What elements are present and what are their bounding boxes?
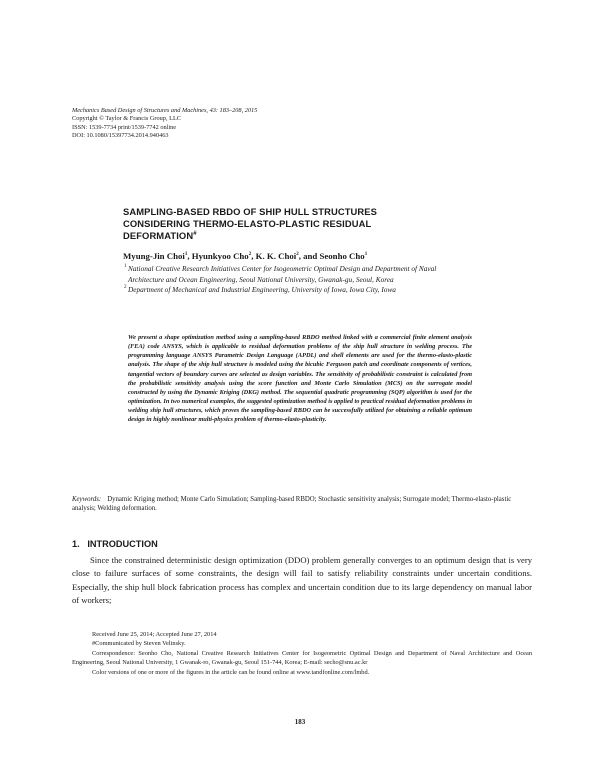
title-line-3	[123, 229, 523, 242]
affiliations	[124, 264, 448, 296]
issn-line: ISSN: 1539-7734 print/1539-7742 online	[72, 123, 177, 131]
author-sep: , and	[298, 251, 320, 261]
author-list	[123, 251, 523, 261]
affiliation-1-text: National Creative Research Initiatives Center for Isogeometric Optimal Design and Department of Naval Architecture and Ocean Engineering, Seoul National University, Gwanak-gu, Seoul, Korea	[128, 264, 437, 284]
author-4: Seonho Cho	[319, 251, 365, 261]
doi-line: DOI: 10.1080/15397734.2014.940463	[72, 132, 169, 140]
section-heading: 1. INTRODUCTION	[72, 539, 158, 549]
keywords	[72, 495, 532, 514]
journal-citation: Mechanics Based Design of Structures and Machines, 43: 183–208, 2015	[72, 107, 258, 114]
footnote-correspondence: Correspondence: Seonho Cho, National Creative Research Initiatives Center for Isogeometric Optimal Design and Department of Naval Architecture and Ocean Engineering, Seoul National University, 1 Gwanak-ro, Gwanak-gu, Seoul 151-744, Korea; E-mail: secho@snu.ac.kr	[72, 649, 532, 667]
affiliation-1-num: 1	[124, 264, 127, 269]
intro-paragraph: Since the constrained deterministic design optimization (DDO) problem generally converges to an optimum design that is very close to failure surfaces of some constraints, the design will fail to satisfy reliability constraints under uncertain conditions. Especially, the ship hull block fabrication process has complex and uncertain condition due to its large dependency on manual labor of workers;	[72, 555, 532, 605]
copyright-line: Copyright © Taylor & Francis Group, LLC	[72, 115, 181, 123]
footnote-communicated: #Communicated by Steven Velinsky.	[92, 640, 186, 648]
affiliation-1	[124, 264, 448, 285]
footnotes	[72, 630, 532, 677]
author-sep: ,	[187, 251, 192, 261]
title-footnote-mark: #	[193, 231, 197, 237]
paper-title	[123, 206, 523, 242]
author-1: Myung-Jin Choi	[123, 251, 185, 261]
intro-body	[72, 554, 532, 607]
affiliation-2	[124, 285, 448, 296]
author-sep: ,	[251, 251, 256, 261]
keywords-text: Dynamic Kriging method; Monte Carlo Simulation; Sampling-based RBDO; Stochastic sensitivity analysis; Surrogate model; Thermo-elasto-plastic analysis; Welding deformation.	[72, 496, 512, 513]
author-3-sup: 2	[296, 252, 299, 258]
footnote-color-versions: Color versions of one or more of the figures in the article can be found online at www.tandfonline.com/lmbd.	[92, 668, 370, 676]
author-4-sup: 1	[364, 252, 368, 258]
journal-info	[72, 107, 532, 141]
title-line-3-text: DEFORMATION	[123, 230, 194, 242]
keywords-label: Keywords:	[72, 496, 102, 503]
author-1-sup: 1	[184, 252, 188, 258]
author-3: K. K. Choi	[255, 251, 297, 261]
author-2-sup: 2	[248, 252, 252, 258]
affiliation-2-text: Department of Mechanical and Industrial Engineering, University of Iowa, Iowa City, Iowa	[128, 285, 396, 295]
title-line-2: CONSIDERING THERMO-ELASTO-PLASTIC RESIDUAL	[123, 217, 372, 229]
page-number: 183	[294, 718, 306, 726]
footnote-received: Received June 25, 2014; Accepted June 27, 2014	[92, 631, 217, 638]
title-line-1: SAMPLING-BASED RBDO OF SHIP HULL STRUCTURES	[123, 206, 377, 217]
affiliation-2-num: 2	[124, 285, 127, 291]
abstract: We present a shape optimization method using a sampling-based RBDO method linked with a commercial finite element analysis (FEA) code ANSYS, which is applicable to residual deformation problems of the ship hull structure in welding process. The programming language ANSYS Parametric Design Language (APDL) and shell elements are used for the thermo-elasto-plastic analysis. The shape of the ship hull structure is modeled using the bicubic Ferguson patch and coordinate components of vertices, tangential vectors of boundary curves are selected as design variables. The sensitivity of probabilistic constraint is calculated from the probabilistic sensitivity analysis using the score function and Monte Carlo Simulation (MCS) on the surrogate model constructed by using the Dynamic Kriging (DKG) method. The sequential quadratic programming (SQP) algorithm is used for the optimization. In two numerical examples, the suggested optimization method is applied to practical residual deformation problems in welding ship hull structures, which proves the sampling-based RBDO can be successfully utilized for obtaining a reliable optimum design in highly nonlinear multi-physics problem of thermo-elasto-plasticity.	[128, 334, 472, 424]
author-2: Hyunkyoo Cho	[191, 251, 249, 261]
